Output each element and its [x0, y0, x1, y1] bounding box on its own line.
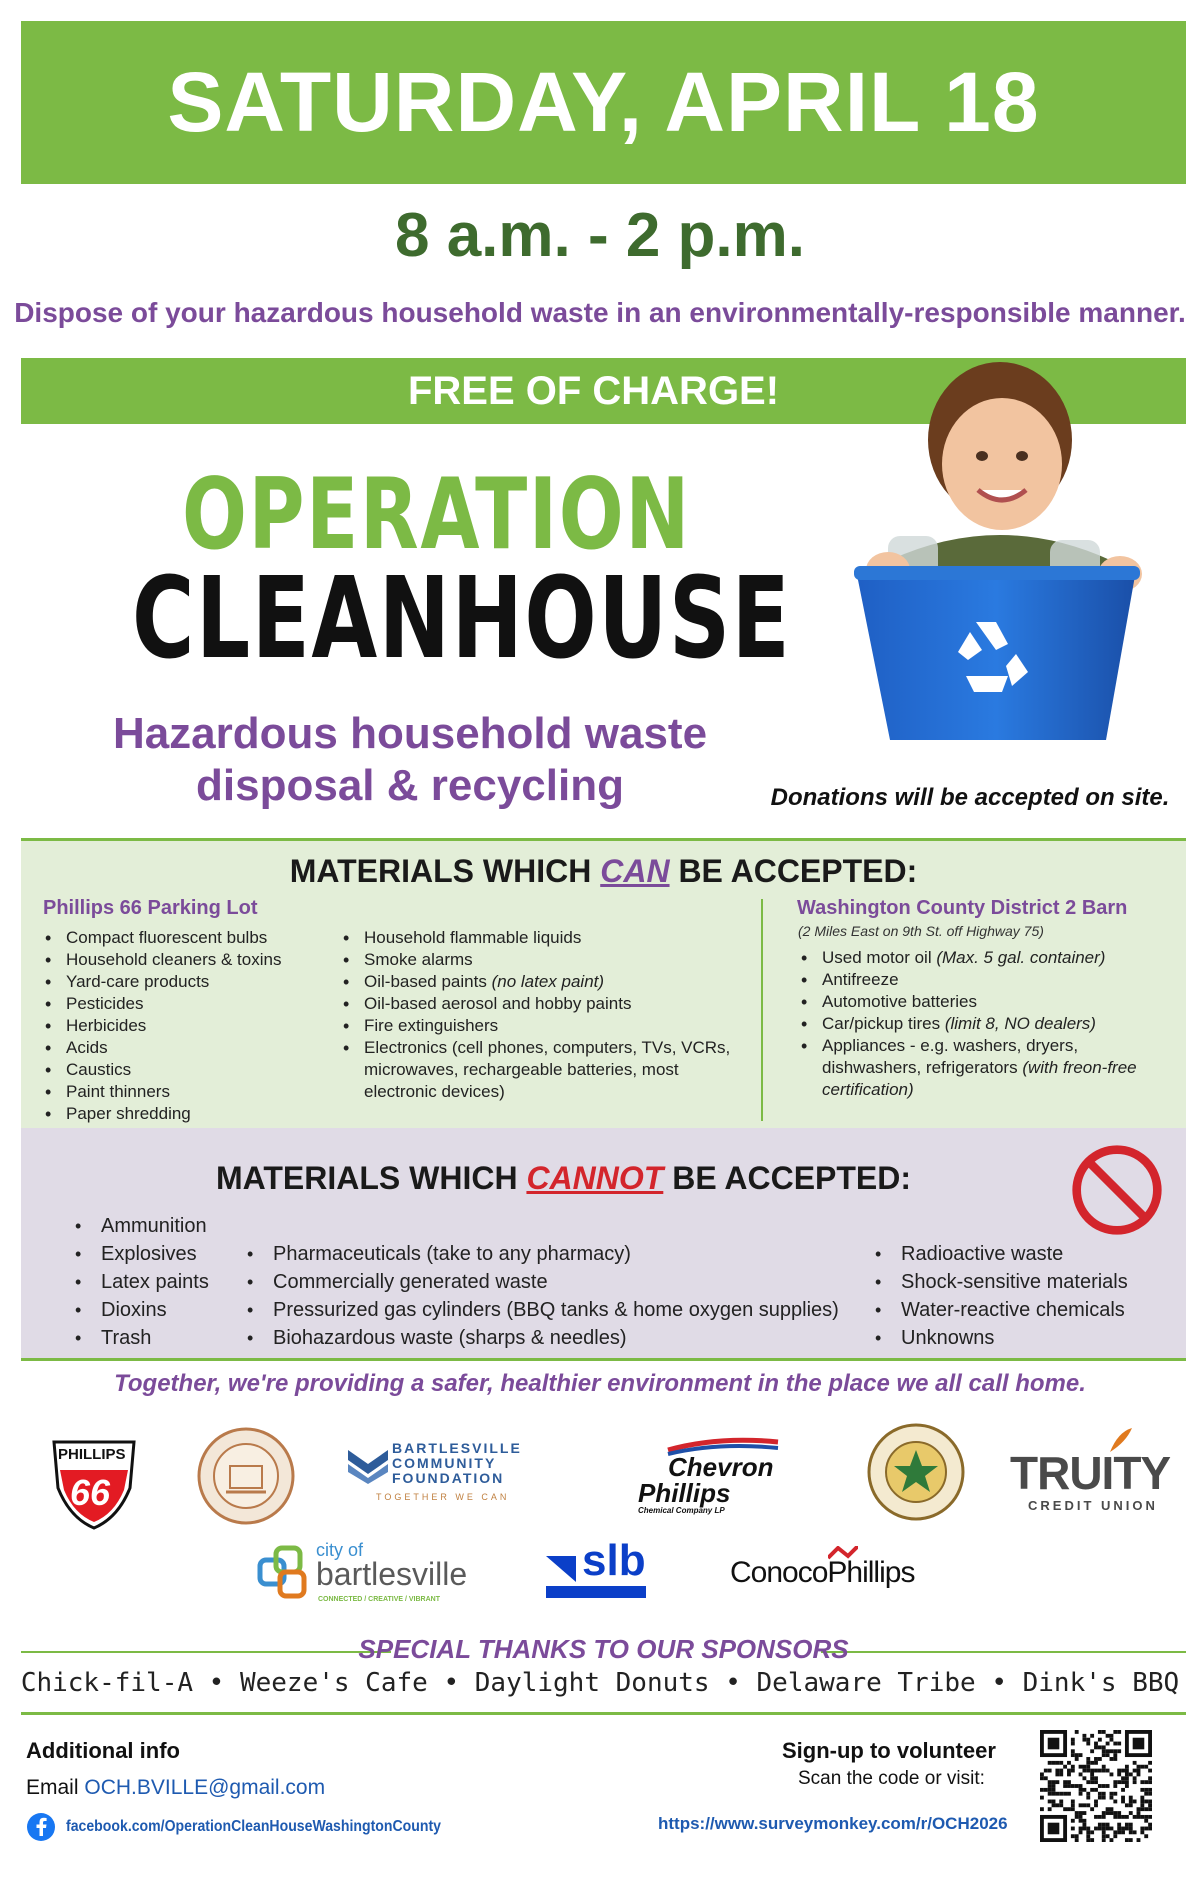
not-accepted-list-2: [243, 1240, 839, 1352]
materials-accepted-section: [21, 838, 1186, 1128]
list-item: • Herbicides: [41, 1015, 281, 1037]
list-item: • Pressurized gas cylinders (BBQ tanks & home oxygen supplies): [243, 1296, 839, 1324]
list-item: • Pesticides: [41, 993, 281, 1015]
list-item: • Compact fluorescent bulbs: [41, 927, 281, 949]
scan-instructions: Scan the code or visit:: [798, 1768, 985, 1789]
location-district2-barn: Washington County District 2 Barn: [797, 897, 1128, 919]
special-thanks-title: SPECIAL THANKS TO OUR SPONSORS: [358, 1634, 849, 1664]
survey-link[interactable]: https://www.surveymonkey.com/r/OCH2026: [658, 1814, 1008, 1833]
list-item: • Caustics: [41, 1059, 281, 1081]
divider: [21, 1712, 1186, 1715]
facebook-link[interactable]: facebook.com/OperationCleanHouseWashingtonCounty: [66, 1818, 441, 1835]
list-item: • Water-reactive chemicals: [871, 1296, 1128, 1324]
list-item: • Radioactive waste: [871, 1240, 1128, 1268]
conocophillips-logo: ConocoPhillips: [730, 1546, 930, 1596]
list-item: • Fire extinguishers: [339, 1015, 749, 1037]
accepted-title: MATERIALS WHICH CAN BE ACCEPTED:: [289, 853, 918, 889]
date-banner: [21, 21, 1186, 184]
not-accepted-list-1: [71, 1212, 209, 1352]
list-item: • Pharmaceuticals (take to any pharmacy): [243, 1240, 839, 1268]
additional-info-title: Additional info: [26, 1738, 180, 1763]
list-item: • Dioxins: [71, 1296, 209, 1324]
list-item: • Oil-based aerosol and hobby paints: [339, 993, 749, 1015]
chevron-phillips-logo: Chevron Phillips Chemical Company LP: [638, 1436, 788, 1516]
divider: [21, 1358, 1186, 1361]
event-date: SATURDAY, APRIL 18: [167, 55, 1040, 149]
facebook-icon: [26, 1812, 56, 1842]
together-statement: Together, we're providing a safer, healthier environment in the place we all call home.: [114, 1370, 1086, 1397]
bartlesville-community-foundation-logo: BARTLESVILLE COMMUNITY FOUNDATION TOGETHER WE CAN: [346, 1440, 546, 1510]
list-item: • Used motor oil (Max. 5 gal. container): [797, 947, 1177, 969]
location-phillips66: Phillips 66 Parking Lot: [43, 897, 258, 919]
washington-county-seal: [196, 1426, 296, 1526]
not-accepted-list-3: [871, 1240, 1128, 1352]
list-item: • Smoke alarms: [339, 949, 749, 971]
list-item: • Biohazardous waste (sharps & needles): [243, 1324, 839, 1352]
subtitle: [60, 708, 760, 812]
event-time: 8 a.m. - 2 p.m.: [394, 201, 806, 270]
accepted-list-1: [41, 927, 281, 1125]
list-item: • Trash: [71, 1324, 209, 1352]
facebook-line: [26, 1812, 492, 1842]
free-of-charge: FREE OF CHARGE!: [407, 368, 780, 413]
accepted-list-3: [797, 947, 1177, 1101]
list-item: • Paint thinners: [41, 1081, 281, 1103]
volunteer-qr-code[interactable]: [1040, 1730, 1152, 1842]
list-item: • Oil-based paints (no latex paint): [339, 971, 749, 993]
phillips66-logo: PHILLIPS 66: [48, 1432, 140, 1532]
sponsor-thanks-list: Chick-fil-A • Weeze's Cafe • Daylight Donuts • Delaware Tribe • Dink's BBQ: [20, 1668, 1180, 1698]
prohibited-icon: [1069, 1142, 1165, 1238]
materials-not-accepted-section: [21, 1128, 1186, 1358]
list-item: • Latex paints: [71, 1268, 209, 1296]
child-recycling-bin-photo: [770, 360, 1190, 760]
list-item: • Unknowns: [871, 1324, 1128, 1352]
not-accepted-title: MATERIALS WHICH CANNOT BE ACCEPTED:: [215, 1160, 912, 1196]
logo-line-operation: OPERATION: [182, 458, 691, 572]
list-item: • Ammunition: [71, 1212, 209, 1240]
list-item: • Explosives: [71, 1240, 209, 1268]
list-item: • Automotive batteries: [797, 991, 1177, 1013]
accepted-list-2: [339, 927, 749, 1103]
subtitle-line-2: disposal & recycling: [196, 761, 624, 810]
tagline: Dispose of your hazardous household waste in an environmentally-responsible manner.: [14, 297, 1186, 328]
operation-cleanhouse-logo: [132, 458, 792, 684]
list-item: • Yard-care products: [41, 971, 281, 993]
list-item: • Household flammable liquids: [339, 927, 749, 949]
list-item: • Car/pickup tires (limit 8, NO dealers): [797, 1013, 1177, 1035]
slb-logo: slb: [546, 1542, 646, 1602]
list-item: • Commercially generated waste: [243, 1268, 839, 1296]
logo-line-cleanhouse: CLEANHOUSE: [132, 554, 792, 684]
list-item: • Shock-sensitive materials: [871, 1268, 1128, 1296]
list-item: • Electronics (cell phones, computers, TVs, VCRs, microwaves, rechargeable batteries, most electronic devices): [339, 1037, 749, 1103]
special-thanks-header: [21, 1632, 1186, 1672]
can-word: CAN: [600, 853, 670, 889]
email-link[interactable]: OCH.BVILLE@gmail.com: [84, 1776, 326, 1799]
email-line: Email OCH.BVILLE@gmail.com: [26, 1776, 326, 1799]
truity-credit-union-logo: TRUITY CREDIT UNION: [1010, 1424, 1170, 1514]
cherokee-nation-seal: [866, 1422, 966, 1522]
location-district2-directions: (2 Miles East on 9th St. off Highway 75): [798, 923, 1044, 939]
subtitle-line-1: Hazardous household waste: [112, 709, 708, 758]
list-item: • Appliances - e.g. washers, dryers, dishwashers, refrigerators (with freon-free certification): [797, 1035, 1177, 1101]
donations-note: Donations will be accepted on site.: [770, 784, 1170, 811]
column-divider: [761, 899, 763, 1121]
list-item: • Paper shredding: [41, 1103, 281, 1125]
city-of-bartlesville-logo: city of bartlesville CONNECTED / CREATIVE / VIBRANT: [254, 1540, 484, 1606]
cannot-word: CANNOT: [526, 1160, 664, 1196]
list-item: • Antifreeze: [797, 969, 1177, 991]
list-item: • Household cleaners & toxins: [41, 949, 281, 971]
volunteer-title: Sign-up to volunteer: [782, 1738, 996, 1763]
list-item: • Acids: [41, 1037, 281, 1059]
